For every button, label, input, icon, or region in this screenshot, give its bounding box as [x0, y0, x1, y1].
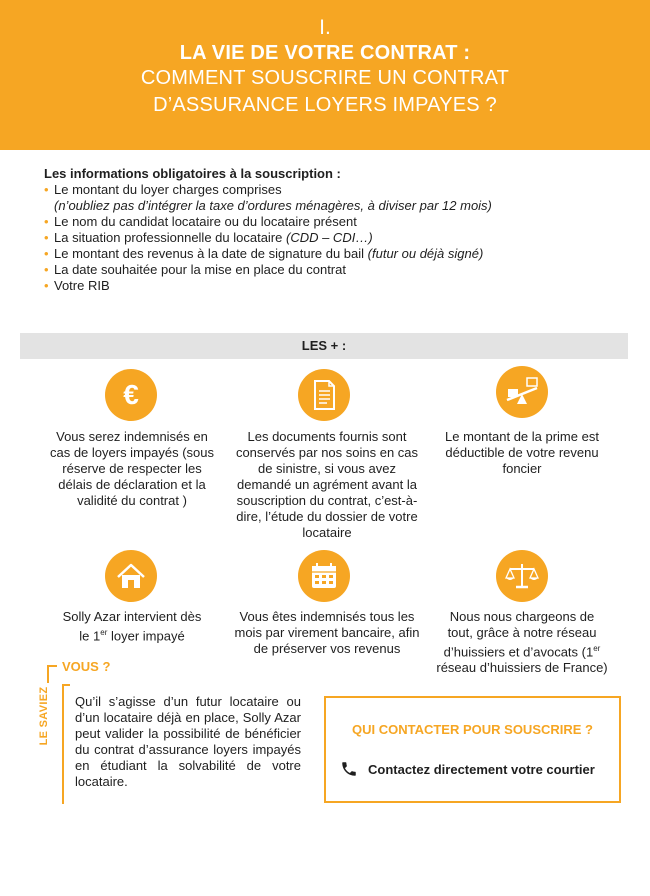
list-item-text: La situation professionnelle du locataire: [54, 230, 286, 245]
page-title: LA VIE DE VOTRE CONTRAT :: [179, 42, 471, 64]
bullet-icon: •: [44, 182, 49, 197]
feature-deduction-text: Le montant de la prime est déductible de votre revenu foncier: [445, 429, 599, 476]
balance-seesaw-icon: [496, 366, 548, 418]
section-number: I.: [319, 16, 331, 39]
feature-documents-text: Les documents fournis sont conservés par nos soins en cas de sinistre, si vous avez demandé un agrément avant la souscription du contrat, c’est-à-dire, l’étude du dossier de votre locataire: [235, 429, 419, 540]
page-subtitle-line2: D’ASSURANCE LOYERS IMPAYES ?: [153, 94, 497, 116]
feature-reseau-text: Nous nous chargeons de tout, grâce à notre réseau d’huissiers et d’avocats (1er réseau d’huissiers de France): [436, 609, 608, 676]
list-item-text: Le montant du loyer charges comprises: [54, 182, 282, 197]
list-item-text: Le nom du candidat locataire ou du locataire présent: [54, 214, 357, 229]
divider: [47, 665, 49, 683]
page-subtitle-line1: COMMENT SOUSCRIRE UN CONTRAT: [140, 67, 510, 89]
list-item-note: (futur ou déjà signé): [367, 246, 484, 261]
header-banner: [0, 0, 650, 150]
contact-title: QUI CONTACTER POUR SOUSCRIRE ?: [352, 722, 593, 737]
svg-text:€: €: [123, 379, 139, 410]
house-icon: [105, 550, 157, 602]
advantages-heading: LES + :: [20, 333, 628, 359]
bullet-icon: •: [44, 230, 49, 245]
contact-text: Contactez directement votre courtier: [368, 762, 595, 777]
list-item-note: (n’oubliez pas d’intégrer la taxe d’ordures ménagères, à diviser par 12 mois): [54, 198, 492, 213]
bullet-icon: •: [44, 262, 49, 277]
calendar-icon: [298, 550, 350, 602]
feature-indemnisation-text: Vous serez indemnisés en cas de loyers impayés (sous réserve de respecter les délais de déclaration et la validité du contrat ): [49, 429, 214, 508]
list-item-text: La date souhaitée pour la mise en place du contrat: [54, 262, 346, 277]
document-icon: [298, 369, 350, 421]
did-you-know-text: Qu’il s’agisse d’un futur locataire ou d’un locataire déjà en place, Solly Azar peut valider la possibilité de bénéficier du contrat d’assurance loyers impayés en étudiant la solvabilité de votre locataire.: [75, 694, 301, 789]
bullet-icon: •: [44, 278, 49, 293]
feature-intervention-text: Solly Azar intervient dès le 1er loyer impayé: [62, 609, 202, 644]
divider: [62, 684, 64, 804]
mandatory-info-section: [44, 166, 604, 294]
phone-icon: [340, 760, 358, 778]
bullet-icon: •: [44, 246, 49, 261]
list-item-text: Votre RIB: [54, 278, 110, 293]
did-you-know-label: LE SAVIEZ: [38, 686, 50, 746]
list-item: [44, 278, 604, 294]
mandatory-info-list: [44, 182, 604, 294]
did-you-know-title: VOUS ?: [62, 659, 111, 674]
list-item-text: Le montant des revenus à la date de signature du bail: [54, 246, 368, 261]
divider: [62, 684, 70, 686]
scales-icon: [496, 550, 548, 602]
list-item: [44, 230, 604, 246]
euro-icon: [105, 369, 157, 421]
contact-box: [324, 696, 621, 803]
list-item: [44, 182, 604, 214]
feature-virement-text: Vous êtes indemnisés tous les mois par virement bancaire, afin de préserver vos revenus: [234, 609, 420, 656]
list-item: [44, 214, 604, 230]
mandatory-info-title: Les informations obligatoires à la souscription :: [44, 166, 341, 181]
list-item: [44, 246, 604, 262]
bullet-icon: •: [44, 214, 49, 229]
list-item: [44, 262, 604, 278]
list-item-note: (CDD – CDI…): [285, 230, 373, 245]
